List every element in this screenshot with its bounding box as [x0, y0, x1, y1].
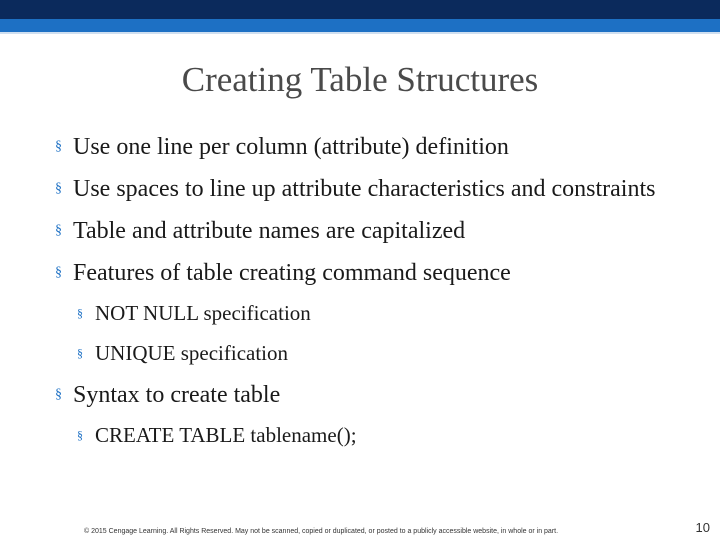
bullet-text: NOT NULL specification — [95, 301, 311, 325]
bullet-text: UNIQUE specification — [95, 341, 289, 365]
bullet-marker-icon: § — [55, 181, 62, 196]
bullet-item — [55, 172, 675, 206]
header-divider — [0, 32, 720, 34]
bullet-text: Table and attribute names are capitalized — [73, 218, 466, 244]
sub-bullet-item — [77, 338, 675, 368]
bullet-item — [55, 214, 675, 248]
page-number: 10 — [695, 520, 710, 535]
slide-title: Creating Table Structures — [181, 60, 539, 99]
copyright-footer: © 2015 Cengage Learning. All Rights Reserved. May not be scanned, copied or duplicated, or posted to a publicly accessible website, in whole or in part. — [84, 528, 559, 535]
header-band-blue — [0, 19, 720, 32]
bullet-marker-icon: § — [55, 139, 62, 154]
bullet-text: Syntax to create table — [73, 382, 281, 408]
bullet-text: Use one line per column (attribute) definition — [73, 134, 509, 160]
bullet-marker-icon: § — [77, 428, 83, 442]
bullet-item — [55, 256, 675, 290]
sub-bullet-item — [77, 298, 675, 328]
bullet-marker-icon: § — [77, 346, 83, 360]
bullet-text: CREATE TABLE tablename(); — [95, 423, 357, 447]
sub-bullet-item — [77, 420, 675, 450]
bullet-text: Features of table creating command sequence — [73, 260, 511, 286]
bullet-list — [55, 130, 675, 460]
bullet-marker-icon: § — [77, 306, 83, 320]
bullet-text: Use spaces to line up attribute characteristics and constraints — [73, 176, 656, 202]
bullet-item — [55, 378, 675, 412]
header-band-dark — [0, 0, 720, 19]
bullet-marker-icon: § — [55, 265, 62, 280]
bullet-marker-icon: § — [55, 387, 62, 402]
bullet-item — [55, 130, 675, 164]
bullet-marker-icon: § — [55, 223, 62, 238]
